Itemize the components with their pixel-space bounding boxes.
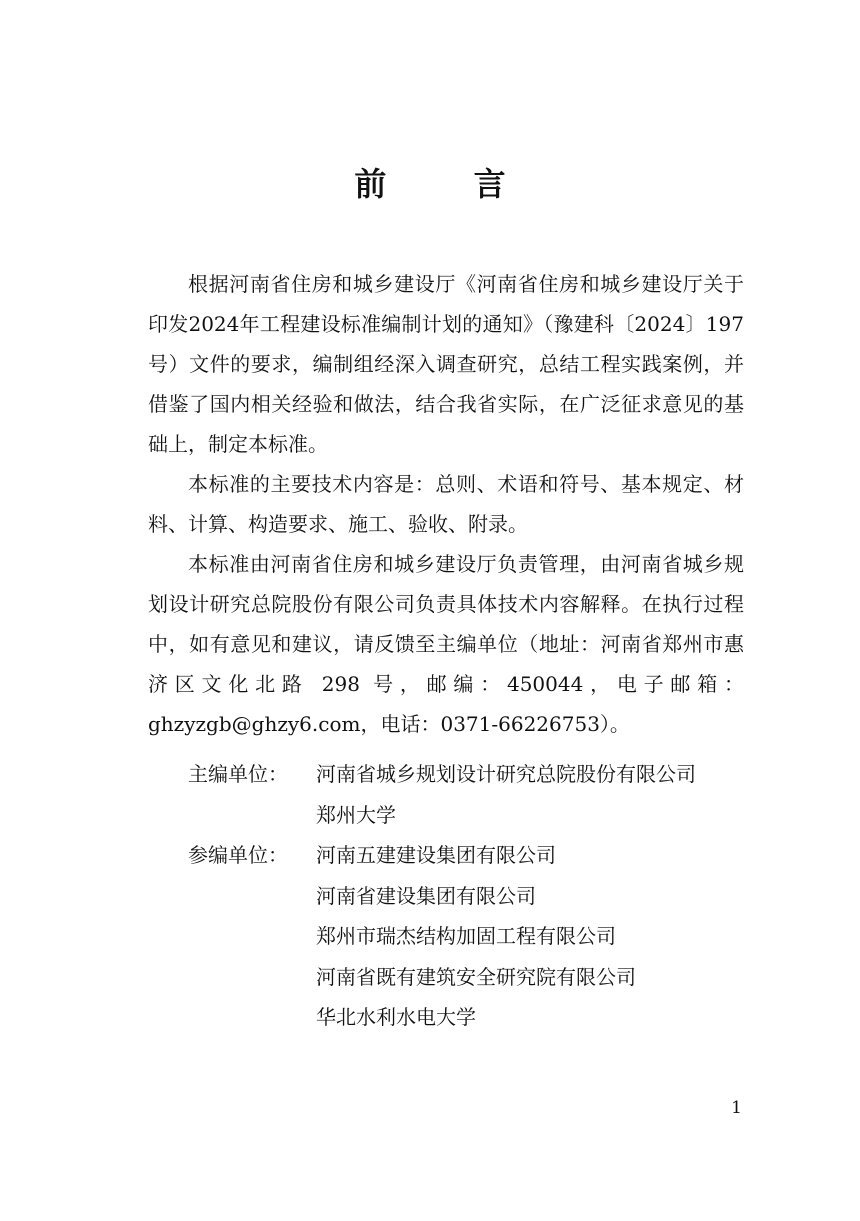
chief-editor-unit: 郑州大学 — [316, 802, 396, 827]
page-number: 1 — [731, 1098, 742, 1118]
participating-editor-unit: 河南五建建设集团有限公司 — [316, 843, 556, 867]
preface-paragraph-basis: 根据河南省住房和城乡建设厅《河南省住房和城乡建设厅关于印发2024年工程建设标准编制计划的通知》（豫建科〔2024〕197号）文件的要求，编制组经深入调查研究，总结工程实践案例，并借鉴了国内相关经验和做法，结合我省实际，在广泛征求意见的基础上，制定本标准。 — [148, 272, 744, 456]
participating-editor-label: 参编单位： — [188, 843, 288, 867]
participating-editor-unit: 华北水利水电大学 — [316, 1005, 476, 1029]
participating-editor-row — [188, 835, 696, 1038]
preface-paragraph-management: 本标准由河南省住房和城乡建设厅负责管理，由河南省城乡规划设计研究总院股份有限公司负责具体技术内容解释。在执行过程中，如有意见和建议，请反馈至主编单位（地址：河南省郑州市惠济区文化北路 298 号，邮编：450044，电子邮箱：ghzyzgb@ghzy6.com，电话：0371-66226753）。 — [148, 552, 744, 736]
preface-body — [148, 264, 744, 744]
chief-editor-row — [188, 754, 696, 835]
preface-paragraph-contents: 本标准的主要技术内容是：总则、术语和符号、基本规定、材料、计算、构造要求、施工、验收、附录。 — [148, 472, 744, 536]
chief-editor-list — [316, 754, 696, 835]
chief-editor-unit: 河南省城乡规划设计研究总院股份有限公司 — [316, 762, 696, 786]
participating-editor-unit: 河南省建设集团有限公司 — [316, 883, 536, 908]
participating-editor-list — [316, 835, 636, 1038]
chief-editor-label: 主编单位： — [188, 762, 288, 786]
participating-editor-unit: 河南省既有建筑安全研究院有限公司 — [316, 964, 636, 989]
page-title: 前 言 — [354, 165, 544, 203]
editor-units — [188, 754, 696, 1038]
participating-editor-unit: 郑州市瑞杰结构加固工程有限公司 — [316, 924, 616, 948]
